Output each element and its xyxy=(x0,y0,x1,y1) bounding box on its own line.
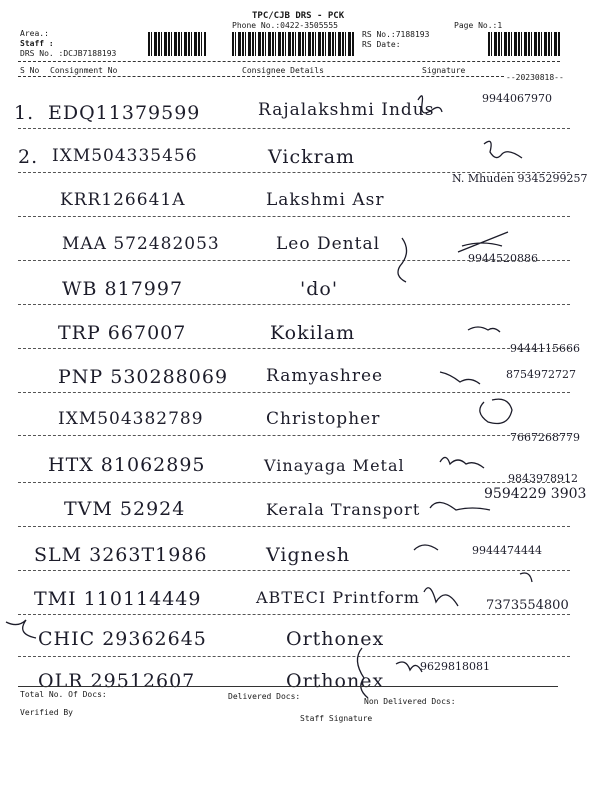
consignment-number: TMI 110114449 xyxy=(34,588,202,610)
signature-mark xyxy=(418,96,442,113)
col-consignment: Consignment No xyxy=(50,66,118,75)
recipient-phone: 7373554800 xyxy=(486,598,569,613)
recipient-phone: 9944474444 xyxy=(472,544,542,557)
consignee-name: Rajalakshmi Indus xyxy=(258,100,435,120)
consignment-number: WB 817997 xyxy=(62,278,184,300)
consignment-number: IXM504335456 xyxy=(52,146,198,166)
recipient-phone: 9944520886 xyxy=(468,252,538,265)
date-stamp: --20230818-- xyxy=(506,73,564,82)
consignee-name: ABTECI Printform xyxy=(256,588,420,607)
col-signature: Signature xyxy=(422,66,466,75)
consignee-name: Vinayaga Metal xyxy=(264,456,405,475)
area-label: Area.: xyxy=(20,29,49,38)
signature-mark xyxy=(6,620,36,638)
recipient-phone: 9444115666 xyxy=(510,342,580,355)
signature-mark xyxy=(480,399,512,423)
signature-mark xyxy=(484,141,522,158)
consignee-name: Orthonex xyxy=(286,628,385,650)
recipient-phone: 9843978912 xyxy=(508,472,578,485)
signature-mark xyxy=(468,327,500,332)
recipient-phone: 8754972727 xyxy=(506,368,576,381)
signature-mark xyxy=(414,545,438,550)
consignee-name: Lakshmi Asr xyxy=(266,190,385,210)
consignment-number: TVM 52924 xyxy=(64,498,186,520)
document-title: TPC/CJB DRS - PCK xyxy=(252,11,345,21)
signature-mark xyxy=(424,573,532,606)
rs-number: RS No.:7188193 xyxy=(362,30,430,39)
recipient-phone: 9629818081 xyxy=(420,660,490,673)
consignee-name: Vignesh xyxy=(266,544,351,566)
recipient-phone: 9944067970 xyxy=(482,92,552,105)
signature-mark xyxy=(430,502,490,510)
drs-number: DRS No. :DCJB7188193 xyxy=(20,49,117,58)
consignee-name: Kerala Transport xyxy=(266,500,421,519)
consignee-name: 'do' xyxy=(300,278,339,300)
consignment-number: EDQ11379599 xyxy=(48,102,201,124)
signature-mark xyxy=(398,238,407,282)
delivered-docs-label: Delivered Docs: xyxy=(228,692,301,701)
consignee-name: Vickram xyxy=(268,146,356,168)
non-delivered-docs-label: Non Delivered Docs: xyxy=(364,697,456,706)
consignee-name: Orthonex xyxy=(286,670,385,692)
consignment-number: IXM504382789 xyxy=(58,409,204,429)
footer-divider xyxy=(18,686,558,687)
signature-mark xyxy=(458,232,508,252)
consignment-number: SLM 3263T1986 xyxy=(34,544,208,566)
rs-date: RS Date: xyxy=(362,40,401,49)
row-number: 2. xyxy=(18,146,39,168)
signature-mark xyxy=(396,662,422,672)
consignee-name: Ramyashree xyxy=(266,366,384,386)
phone-number: Phone No.:0422-3505555 xyxy=(232,21,338,30)
consignment-number: OLR 29512607 xyxy=(38,670,196,692)
consignee-name: Kokilam xyxy=(270,322,356,344)
signature-mark xyxy=(440,372,480,384)
consignment-number: MAA 572482053 xyxy=(62,234,220,254)
col-consignee: Consignee Details xyxy=(242,66,324,75)
consignment-number: KRR126641A xyxy=(60,190,186,210)
staff-label: Staff : xyxy=(20,39,54,48)
consignment-number: PNP 530288069 xyxy=(58,366,229,388)
consignment-number: TRP 667007 xyxy=(58,322,187,344)
staff-signature-label: Staff Signature xyxy=(300,714,373,723)
consignee-name: Christopher xyxy=(266,409,381,429)
verified-by-label: Verified By xyxy=(20,708,73,717)
consignment-number: HTX 81062895 xyxy=(48,454,206,476)
total-docs-label: Total No. Of Docs: xyxy=(20,690,107,699)
recipient-phone: 7667268779 xyxy=(510,431,580,444)
consignee-name: Leo Dental xyxy=(276,234,381,254)
page-number: Page No.:1 xyxy=(454,21,503,30)
recipient-phone: 9594229 3903 xyxy=(484,486,587,502)
col-s-no: S No xyxy=(20,66,40,75)
signature-mark xyxy=(440,457,484,468)
recipient-phone: N. Mhuden 9345299257 xyxy=(452,172,588,185)
signature-mark xyxy=(357,648,368,698)
consignment-number: CHIC 29362645 xyxy=(38,628,207,650)
row-number: 1. xyxy=(14,102,35,124)
